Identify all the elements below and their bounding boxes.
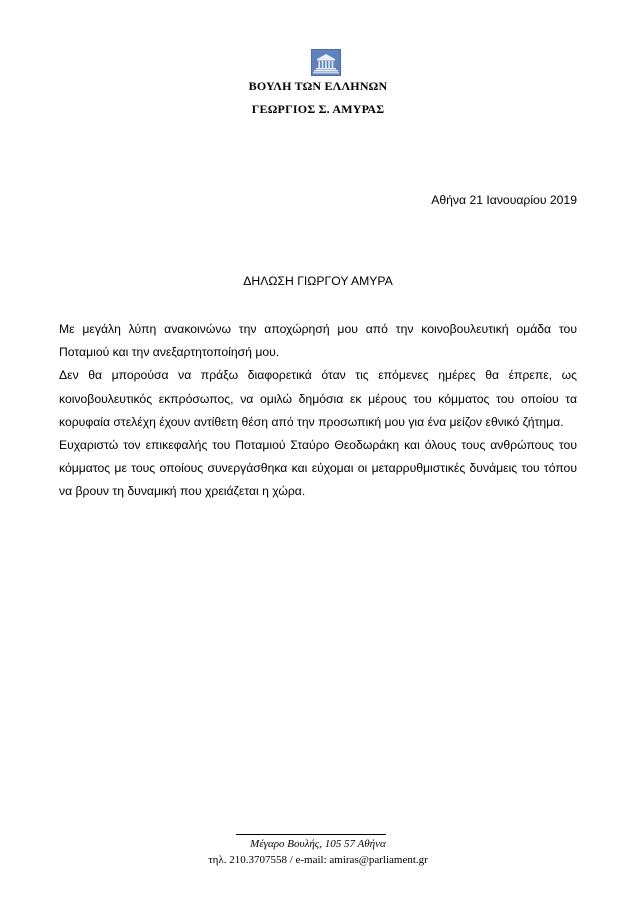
footer-contact: τηλ. 210.3707558 / e-mail: amiras@parliament.gr [208,854,428,866]
statement-paragraph: Ευχαριστώ τον επικεφαλής του Ποταμιού Σταύρο Θεοδωράκη και όλους τους ανθρώπους του κόμματος με τους οποίους συνεργάσθηκα και εύχομαι οι μεταρρυθμιστικές δυνάμεις του τόπου να βρουν τη δυναμική που χρειάζεται η χώρα. [59,438,577,499]
institution-name: ΒΟΥΛΗ ΤΩΝ ΕΛΛΗΝΩΝ [248,79,388,93]
member-name: ΓΕΩΡΓΙΟΣ Σ. ΑΜΥΡΑΣ [251,102,385,116]
document-date: Αθήνα 21 Ιανουαρίου 2019 [431,193,577,207]
parliament-emblem-icon [311,49,341,76]
document-title: ΔΗΛΩΣΗ ΓΙΩΡΓΟΥ ΑΜΥΡΑ [243,274,393,288]
statement-paragraph: Δεν θα μπορούσα να πράξω διαφορετικά όταν τις επόμενες ημέρες θα έπρεπε, ως κοινοβουλευτικός εκπρόσωπος, να ομιλώ δημόσια εκ μέρους του κόμματος του οποίου τα κορυφαία στελέχη έχουν αντίθετη θέση από την προσωπική μου για ένα μείζον εθνικό ζήτημα. [59,368,577,429]
footer-divider [236,834,386,835]
statement-paragraph: Με μεγάλη λύπη ανακοινώνω την αποχώρησή μου από την κοινοβουλευτική ομάδα του Ποταμιού και την ανεξαρτητοποίησή μου. [59,322,577,360]
footer-address: Μέγαρο Βουλής, 105 57 Αθήνα [250,838,386,850]
statement-body [59,318,577,504]
